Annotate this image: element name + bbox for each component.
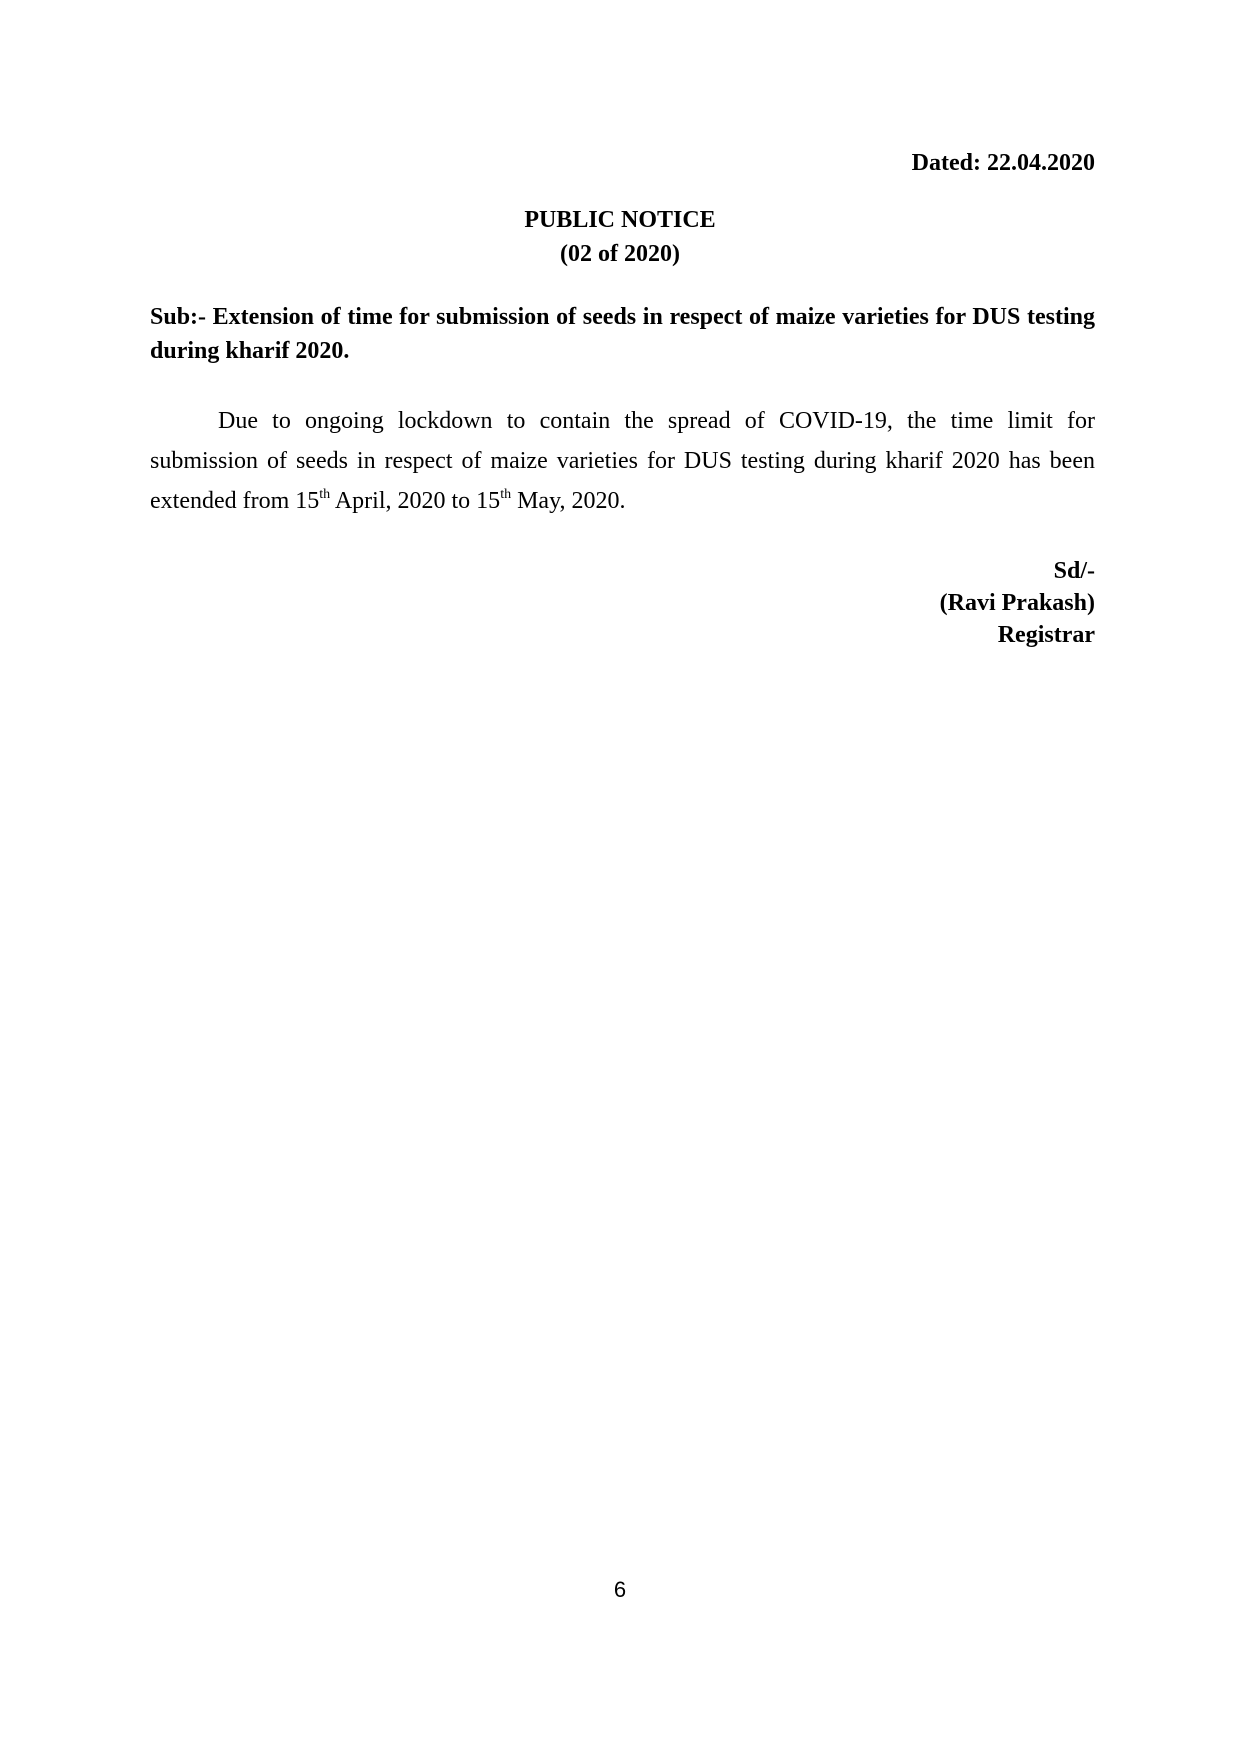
signature-block: [940, 555, 1095, 651]
signatory-name: (Ravi Prakash): [939, 590, 1095, 616]
body-text-part-1: Due to ongoing lockdown to contain the spread of COVID-19, the time limit for submission of seeds in respect of maize varieties for DUS testing during kharif 2020 has been extended from 15: [150, 408, 1095, 514]
notice-title: PUBLIC NOTICE: [524, 207, 716, 233]
body-superscript-2: th: [500, 487, 512, 502]
notice-number: (02 of 2020): [560, 241, 680, 267]
notice-heading: [0, 203, 1240, 271]
notice-date: Dated: 22.04.2020: [911, 150, 1095, 176]
body-text-part-3: May, 2020.: [511, 488, 626, 514]
notice-body: [150, 401, 1095, 521]
page-number: 6: [613, 1577, 627, 1602]
signature-sd: Sd/-: [1053, 558, 1095, 584]
body-text-part-2: April, 2020 to 15: [330, 488, 501, 514]
body-superscript-1: th: [319, 487, 331, 502]
notice-subject: Sub:- Extension of time for submission of seeds in respect of maize varieties for DUS testing during kharif 2020.: [150, 304, 1095, 364]
signatory-designation: Registrar: [997, 622, 1095, 648]
